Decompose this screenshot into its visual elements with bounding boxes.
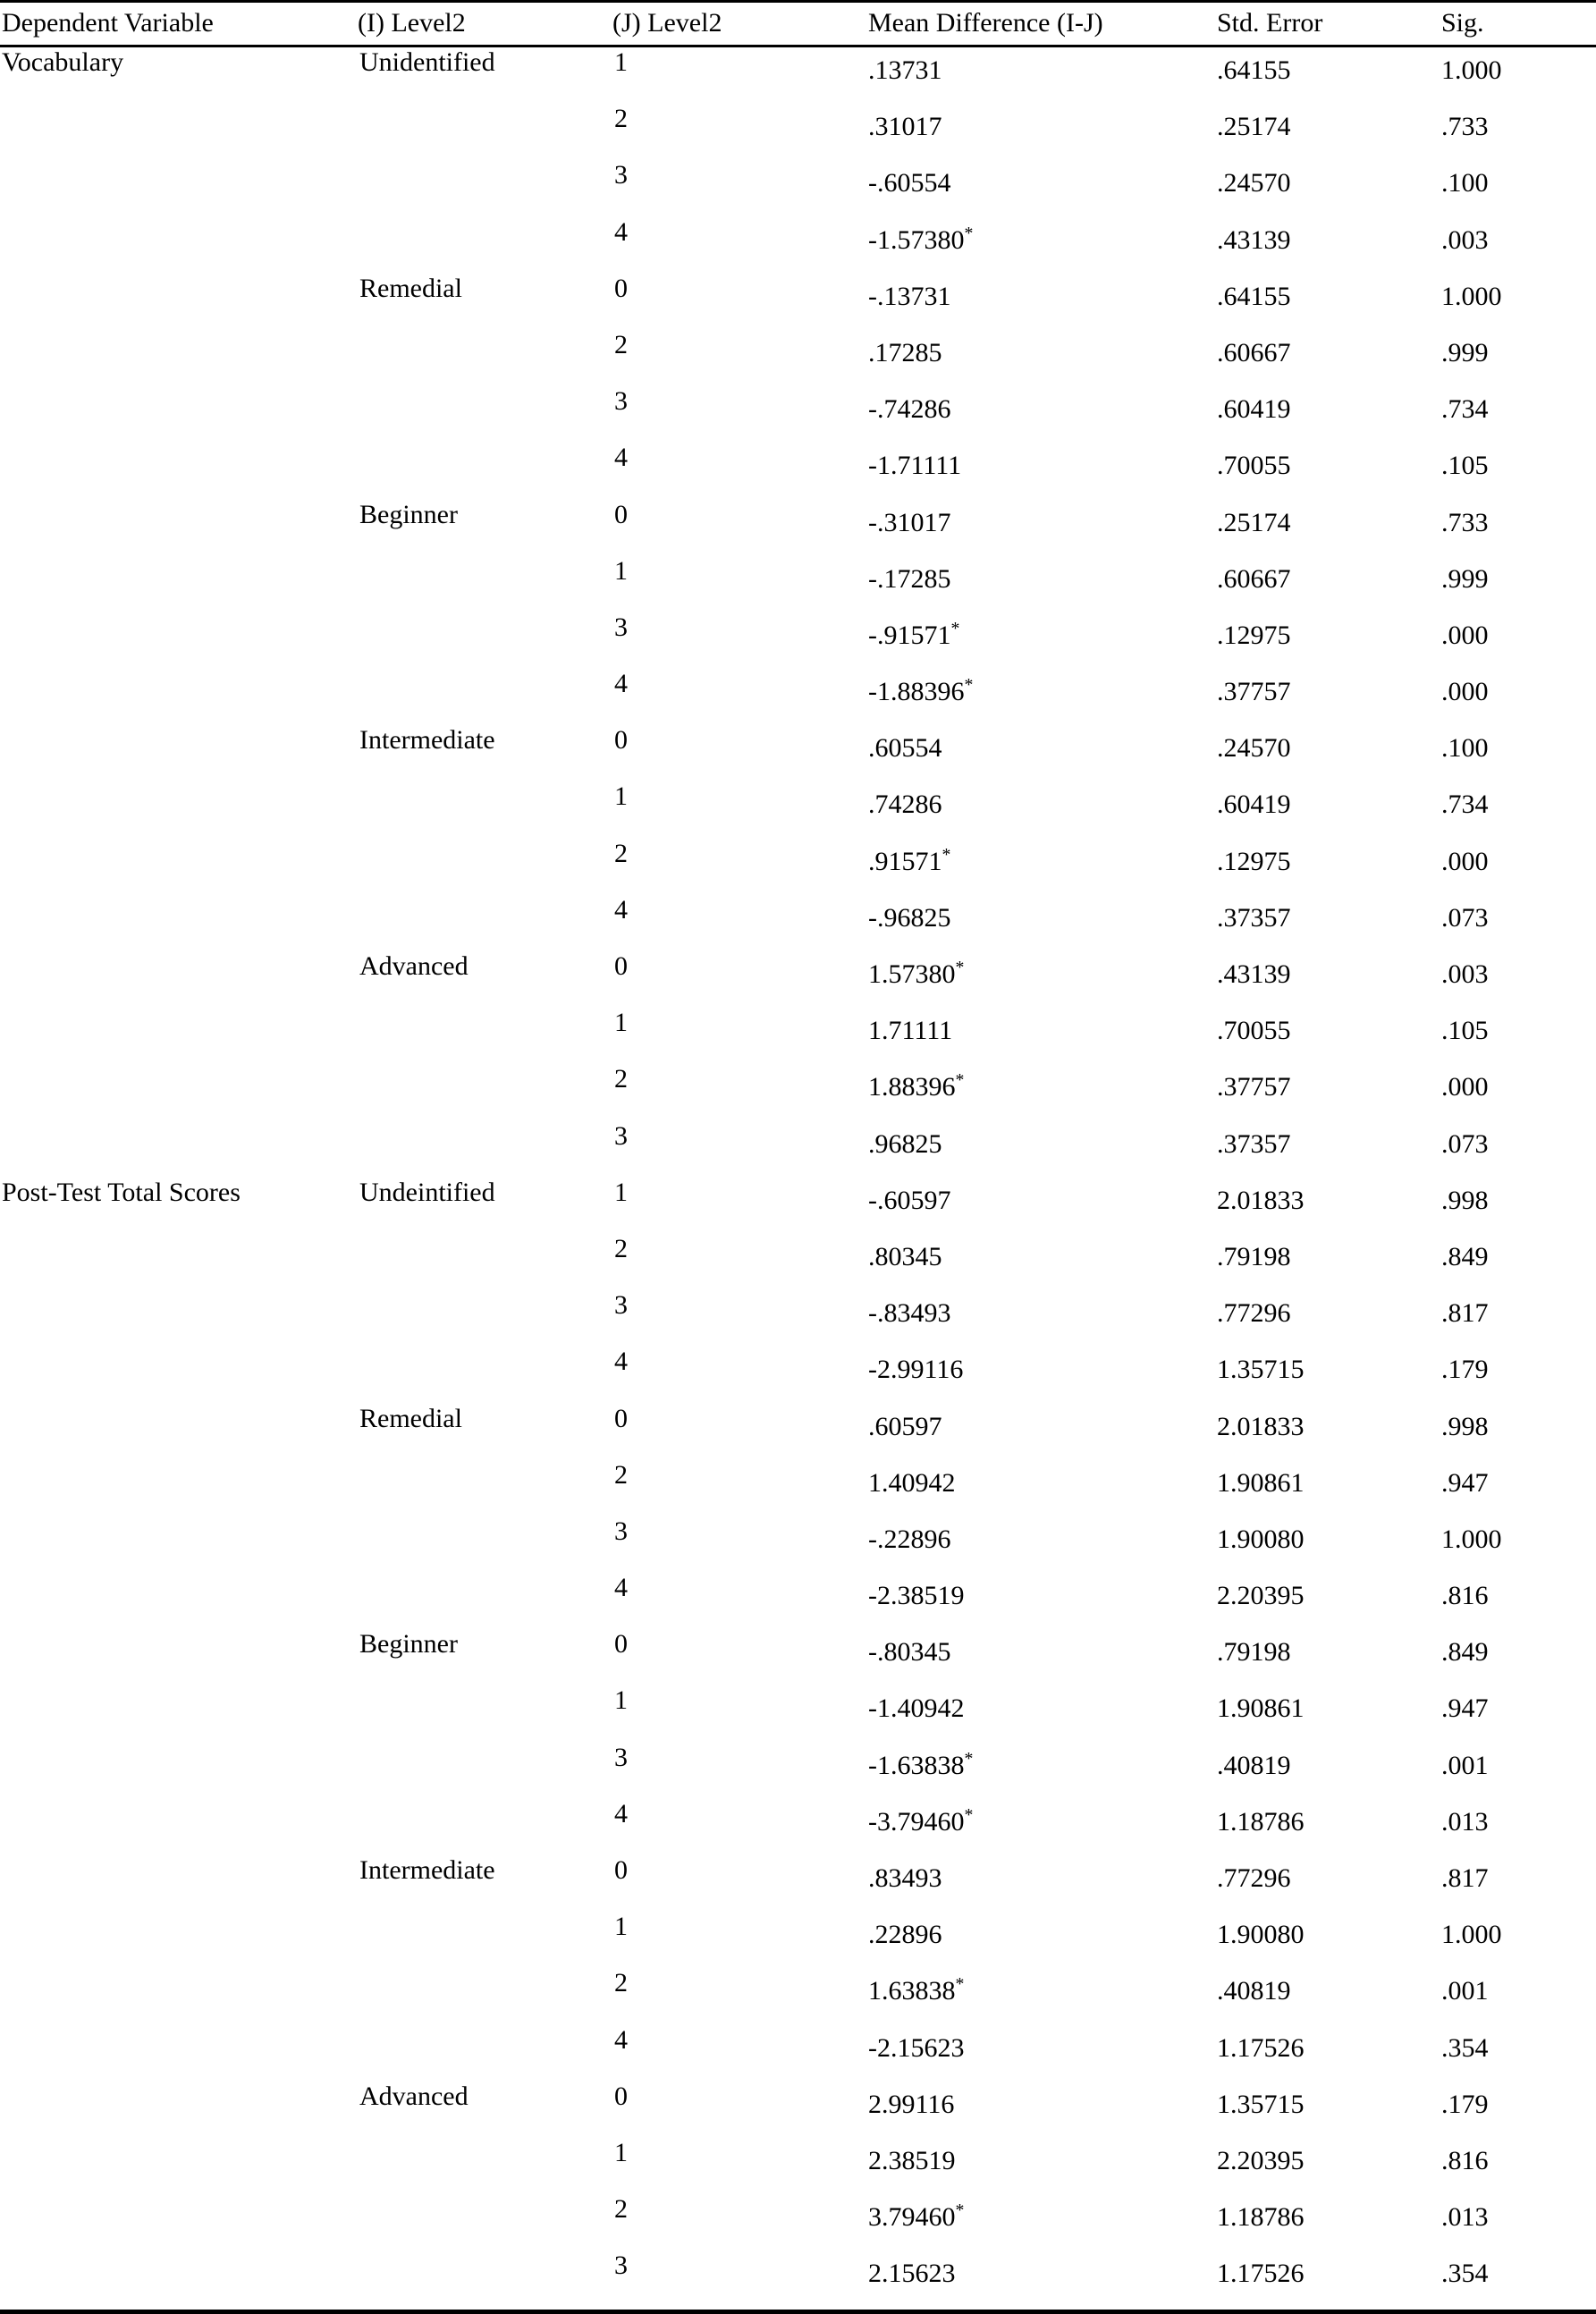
cell-std-error: 2.01833 xyxy=(1217,1411,1305,1441)
significance-asterisk: * xyxy=(955,1974,965,1995)
cell-j-level2: 0 xyxy=(614,951,628,981)
cell-std-error: .60667 xyxy=(1217,337,1291,367)
cell-sig: .073 xyxy=(1441,1128,1489,1159)
cell-i-level2 xyxy=(358,1518,612,1575)
cell-dependent-variable xyxy=(0,1406,358,1462)
cell-i-level2: Advanced xyxy=(359,2081,469,2111)
significance-asterisk: * xyxy=(964,1748,974,1769)
table-row xyxy=(0,1913,1596,1970)
cell-dependent-variable: Vocabulary xyxy=(2,47,124,77)
cell-sig: 1.000 xyxy=(1441,281,1502,311)
table-row xyxy=(0,106,1596,162)
cell-i-level2: Intermediate xyxy=(359,1855,495,1885)
table-row xyxy=(0,897,1596,953)
cell-i-level2 xyxy=(358,219,612,275)
cell-i-level2 xyxy=(358,1066,612,1122)
significance-asterisk: * xyxy=(964,1804,974,1825)
table-row xyxy=(0,1801,1596,1857)
table-row xyxy=(0,46,1596,106)
table-row xyxy=(0,1744,1596,1801)
cell-j-level2: 1 xyxy=(614,1177,628,1207)
cell-std-error: .25174 xyxy=(1217,507,1291,537)
cell-i-level2 xyxy=(358,614,612,671)
cell-j-level2: 3 xyxy=(614,160,628,190)
cell-std-error: .43139 xyxy=(1217,224,1291,255)
cell-j-level2: 4 xyxy=(614,1347,628,1377)
table-row xyxy=(0,1687,1596,1744)
cell-j-level2: 3 xyxy=(612,2252,836,2311)
cell-j-level2: 4 xyxy=(614,216,628,247)
cell-j-level2: 1 xyxy=(614,2137,628,2167)
cell-std-error: 1.35715 xyxy=(1217,1355,1305,1385)
table-row xyxy=(0,1575,1596,1631)
cell-dependent-variable xyxy=(0,1009,358,1066)
cell-sig: .073 xyxy=(1441,902,1489,933)
cell-i-level2: Beginner xyxy=(359,1629,458,1659)
cell-sig: .816 xyxy=(1441,2145,1489,2175)
column-header-mean-difference: Mean Difference (I-J) xyxy=(868,8,1103,38)
table-row xyxy=(0,671,1596,727)
cell-dependent-variable xyxy=(0,162,358,218)
cell-sig: .003 xyxy=(1441,959,1489,989)
table-row xyxy=(0,840,1596,897)
cell-mean-difference: 1.63838* xyxy=(868,1974,965,2006)
cell-i-level2 xyxy=(358,1462,612,1518)
table-row xyxy=(0,558,1596,614)
cell-dependent-variable xyxy=(0,1123,358,1179)
cell-j-level2: 2 xyxy=(614,1968,628,1998)
cell-i-level2 xyxy=(358,444,612,501)
cell-std-error: .64155 xyxy=(1217,55,1291,85)
table-row xyxy=(0,2252,1596,2311)
table-row xyxy=(0,1179,1596,1236)
cell-dependent-variable xyxy=(0,1575,358,1631)
cell-j-level2: 4 xyxy=(614,2024,628,2055)
table-header-row xyxy=(0,2,1596,46)
cell-sig: .998 xyxy=(1441,1411,1489,1441)
cell-mean-difference: .74286 xyxy=(868,790,942,820)
cell-sig: 1.000 xyxy=(1441,55,1502,85)
cell-sig: .000 xyxy=(1441,677,1489,707)
cell-j-level2: 1 xyxy=(614,781,628,812)
cell-std-error: 1.17526 xyxy=(1194,2252,1413,2311)
cell-sig: .179 xyxy=(1441,1355,1489,1385)
cell-dependent-variable xyxy=(0,897,358,953)
cell-sig: .817 xyxy=(1441,1298,1489,1329)
table-row xyxy=(0,1406,1596,1462)
cell-sig: .999 xyxy=(1441,563,1489,594)
cell-i-level2 xyxy=(358,388,612,444)
cell-i-level2 xyxy=(358,1236,612,1292)
cell-mean-difference: .60554 xyxy=(868,733,942,764)
cell-mean-difference: 2.15623 xyxy=(836,2252,1194,2311)
cell-dependent-variable: Post-Test Total Scores xyxy=(2,1177,241,1207)
table-row xyxy=(0,1236,1596,1292)
table-row xyxy=(0,1462,1596,1518)
cell-i-level2: Remedial xyxy=(359,1403,462,1433)
cell-sig: .013 xyxy=(1441,1806,1489,1837)
cell-j-level2: 2 xyxy=(614,1459,628,1490)
cell-i-level2 xyxy=(358,2252,612,2311)
cell-mean-difference: -.83493 xyxy=(868,1298,951,1329)
cell-i-level2: Advanced xyxy=(359,951,469,981)
cell-i-level2 xyxy=(358,1744,612,1801)
cell-mean-difference: 1.71111 xyxy=(868,1016,953,1046)
cell-j-level2: 4 xyxy=(614,443,628,473)
cell-mean-difference: .22896 xyxy=(868,1920,942,1950)
cell-j-level2: 4 xyxy=(614,669,628,699)
cell-j-level2: 2 xyxy=(614,838,628,868)
cell-dependent-variable xyxy=(0,1462,358,1518)
table-row xyxy=(0,388,1596,444)
cell-std-error: .70055 xyxy=(1217,451,1291,481)
cell-j-level2: 2 xyxy=(614,1064,628,1094)
cell-mean-difference: .31017 xyxy=(868,112,942,142)
cell-mean-difference: -.91571* xyxy=(868,618,960,650)
cell-sig: .013 xyxy=(1441,2202,1489,2233)
cell-mean-difference: -2.38519 xyxy=(868,1581,965,1611)
cell-dependent-variable xyxy=(0,444,358,501)
cell-std-error: 2.20395 xyxy=(1217,1581,1305,1611)
cell-sig: .354 xyxy=(1413,2252,1596,2311)
cell-sig: .817 xyxy=(1441,1863,1489,1893)
cell-dependent-variable xyxy=(0,2027,358,2083)
cell-sig: .849 xyxy=(1441,1637,1489,1668)
table-row xyxy=(0,1123,1596,1179)
cell-j-level2: 0 xyxy=(614,1629,628,1659)
cell-j-level2: 2 xyxy=(614,2194,628,2225)
cell-dependent-variable xyxy=(0,2083,358,2140)
cell-dependent-variable xyxy=(0,1744,358,1801)
cell-i-level2 xyxy=(358,897,612,953)
cell-j-level2: 3 xyxy=(614,1516,628,1546)
table-header xyxy=(0,2,1596,46)
cell-std-error: .12975 xyxy=(1217,620,1291,650)
cell-dependent-variable xyxy=(0,727,358,783)
cell-mean-difference: .96825 xyxy=(868,1128,942,1159)
cell-mean-difference: -2.15623 xyxy=(868,2032,965,2063)
cell-dependent-variable xyxy=(0,1970,358,2026)
cell-mean-difference: 2.99116 xyxy=(868,2089,955,2119)
cell-dependent-variable xyxy=(0,1066,358,1122)
cell-sig: .816 xyxy=(1441,1581,1489,1611)
column-header-j-level2: (J) Level2 xyxy=(612,8,722,38)
cell-sig: .001 xyxy=(1441,1976,1489,2006)
cell-mean-difference: 1.40942 xyxy=(868,1467,956,1498)
cell-std-error: .64155 xyxy=(1217,281,1291,311)
cell-std-error: 2.20395 xyxy=(1217,2145,1305,2175)
cell-std-error: 1.90080 xyxy=(1217,1920,1305,1950)
cell-sig: .947 xyxy=(1441,1467,1489,1498)
significance-asterisk: * xyxy=(955,2200,965,2221)
table-row xyxy=(0,783,1596,840)
cell-mean-difference: -1.40942 xyxy=(868,1693,965,1724)
cell-sig: .003 xyxy=(1441,224,1489,255)
cell-dependent-variable xyxy=(0,106,358,162)
cell-j-level2: 2 xyxy=(614,104,628,134)
cell-dependent-variable xyxy=(0,1801,358,1857)
table-row xyxy=(0,1348,1596,1405)
cell-i-level2 xyxy=(358,1292,612,1348)
cell-std-error: 1.17526 xyxy=(1217,2032,1305,2063)
cell-std-error: .37757 xyxy=(1217,677,1291,707)
cell-j-level2: 3 xyxy=(614,1120,628,1151)
cell-std-error: .79198 xyxy=(1217,1637,1291,1668)
cell-i-level2: Remedial xyxy=(359,273,462,303)
cell-dependent-variable xyxy=(0,1913,358,1970)
cell-dependent-variable xyxy=(0,614,358,671)
cell-sig: .001 xyxy=(1441,1750,1489,1780)
significance-asterisk: * xyxy=(950,618,960,638)
cell-dependent-variable xyxy=(0,2140,358,2196)
cell-dependent-variable xyxy=(0,840,358,897)
cell-sig: .998 xyxy=(1441,1185,1489,1215)
cell-mean-difference: .80345 xyxy=(868,1241,942,1271)
cell-dependent-variable xyxy=(0,2252,358,2311)
cell-j-level2: 4 xyxy=(614,1573,628,1603)
cell-mean-difference: -.74286 xyxy=(868,394,951,425)
significance-asterisk: * xyxy=(955,1070,965,1091)
cell-std-error: 1.18786 xyxy=(1217,1806,1305,1837)
table-row xyxy=(0,1292,1596,1348)
cell-sig: .100 xyxy=(1441,733,1489,764)
table-row xyxy=(0,275,1596,332)
cell-mean-difference: .83493 xyxy=(868,1863,942,1893)
cell-dependent-variable xyxy=(0,502,358,558)
cell-mean-difference: -.96825 xyxy=(868,902,951,933)
cell-j-level2: 2 xyxy=(614,329,628,359)
cell-mean-difference: -.80345 xyxy=(868,1637,951,1668)
cell-dependent-variable xyxy=(0,1857,358,1913)
cell-sig: 1.000 xyxy=(1441,1920,1502,1950)
cell-i-level2 xyxy=(358,671,612,727)
cell-std-error: .37357 xyxy=(1217,902,1291,933)
cell-std-error: 1.18786 xyxy=(1217,2202,1305,2233)
cell-i-level2 xyxy=(358,558,612,614)
cell-mean-difference: .17285 xyxy=(868,337,942,367)
cell-mean-difference: .13731 xyxy=(868,55,942,85)
cell-sig: .849 xyxy=(1441,1241,1489,1271)
table-row xyxy=(0,2027,1596,2083)
cell-i-level2 xyxy=(358,1009,612,1066)
cell-i-level2 xyxy=(358,1348,612,1405)
cell-dependent-variable xyxy=(0,2196,358,2252)
cell-j-level2: 0 xyxy=(614,1855,628,1885)
cell-i-level2 xyxy=(358,2196,612,2252)
cell-std-error: .37357 xyxy=(1217,1128,1291,1159)
cell-dependent-variable xyxy=(0,558,358,614)
cell-dependent-variable xyxy=(0,275,358,332)
cell-mean-difference: .91571* xyxy=(868,844,951,876)
cell-std-error: .60419 xyxy=(1217,394,1291,425)
cell-i-level2 xyxy=(358,2027,612,2083)
cell-j-level2: 3 xyxy=(614,1742,628,1772)
cell-std-error: 1.35715 xyxy=(1217,2089,1305,2119)
cell-j-level2: 2 xyxy=(614,1233,628,1263)
cell-sig: .947 xyxy=(1441,1693,1489,1724)
cell-mean-difference: -1.63838* xyxy=(868,1748,974,1780)
significance-asterisk: * xyxy=(964,675,974,696)
cell-mean-difference: -.60597 xyxy=(868,1185,951,1215)
cell-std-error: .24570 xyxy=(1217,733,1291,764)
table-row xyxy=(0,1970,1596,2026)
cell-mean-difference: -.60554 xyxy=(868,168,951,198)
table-row xyxy=(0,444,1596,501)
cell-std-error: 1.90861 xyxy=(1217,1693,1305,1724)
cell-j-level2: 0 xyxy=(614,499,628,529)
table-row xyxy=(0,2083,1596,2140)
cell-dependent-variable xyxy=(0,1292,358,1348)
cell-i-level2 xyxy=(358,1687,612,1744)
cell-std-error: .24570 xyxy=(1217,168,1291,198)
table-row xyxy=(0,502,1596,558)
cell-sig: .179 xyxy=(1441,2089,1489,2119)
cell-dependent-variable xyxy=(0,388,358,444)
cell-i-level2 xyxy=(358,1913,612,1970)
cell-sig: .000 xyxy=(1441,846,1489,876)
cell-mean-difference: 1.88396* xyxy=(868,1070,965,1102)
cell-sig: 1.000 xyxy=(1441,1524,1502,1554)
cell-sig: .734 xyxy=(1441,394,1489,425)
cell-dependent-variable xyxy=(0,953,358,1009)
cell-sig: .354 xyxy=(1441,2032,1489,2063)
cell-mean-difference: -1.71111 xyxy=(868,451,962,481)
significance-asterisk: * xyxy=(955,958,965,977)
cell-i-level2 xyxy=(358,2140,612,2196)
cell-mean-difference: -2.99116 xyxy=(868,1355,964,1385)
cell-sig: .000 xyxy=(1441,620,1489,650)
cell-sig: .105 xyxy=(1441,1016,1489,1046)
cell-j-level2: 1 xyxy=(614,1912,628,1942)
significance-asterisk: * xyxy=(964,223,974,243)
cell-mean-difference: 2.38519 xyxy=(868,2145,956,2175)
cell-mean-difference: 3.79460* xyxy=(868,2200,965,2233)
cell-sig: .000 xyxy=(1441,1072,1489,1102)
cell-std-error: .25174 xyxy=(1217,112,1291,142)
cell-mean-difference: 1.57380* xyxy=(868,958,965,989)
cell-std-error: .60419 xyxy=(1217,790,1291,820)
cell-j-level2: 1 xyxy=(614,1685,628,1716)
cell-mean-difference: -3.79460* xyxy=(868,1804,974,1837)
cell-mean-difference: -.31017 xyxy=(868,507,951,537)
cell-std-error: 1.90861 xyxy=(1217,1467,1305,1498)
cell-j-level2: 1 xyxy=(614,47,628,77)
cell-sig: .105 xyxy=(1441,451,1489,481)
cell-i-level2 xyxy=(358,1575,612,1631)
cell-j-level2: 3 xyxy=(614,1290,628,1321)
cell-dependent-variable xyxy=(0,1631,358,1687)
cell-j-level2: 0 xyxy=(614,2081,628,2111)
cell-mean-difference: -1.88396* xyxy=(868,675,974,707)
cell-std-error: .12975 xyxy=(1217,846,1291,876)
cell-i-level2 xyxy=(358,162,612,218)
cell-j-level2: 0 xyxy=(614,1403,628,1433)
table-row xyxy=(0,332,1596,388)
cell-dependent-variable xyxy=(0,1687,358,1744)
cell-sig: .999 xyxy=(1441,337,1489,367)
column-header-std-error: Std. Error xyxy=(1217,8,1323,38)
cell-mean-difference: .60597 xyxy=(868,1411,942,1441)
cell-dependent-variable xyxy=(0,783,358,840)
table-row xyxy=(0,219,1596,275)
cell-i-level2 xyxy=(358,783,612,840)
table-row xyxy=(0,1066,1596,1122)
cell-sig: .733 xyxy=(1441,112,1489,142)
cell-std-error: .77296 xyxy=(1217,1863,1291,1893)
table-row xyxy=(0,1631,1596,1687)
cell-dependent-variable xyxy=(0,671,358,727)
cell-i-level2 xyxy=(358,106,612,162)
cell-dependent-variable xyxy=(0,332,358,388)
cell-std-error: .77296 xyxy=(1217,1298,1291,1329)
table-row xyxy=(0,1857,1596,1913)
cell-std-error: .60667 xyxy=(1217,563,1291,594)
cell-std-error: .43139 xyxy=(1217,959,1291,989)
column-header-i-level2: (I) Level2 xyxy=(358,8,466,38)
table-row xyxy=(0,2196,1596,2252)
cell-i-level2 xyxy=(358,332,612,388)
table-body xyxy=(0,46,1596,2312)
cell-dependent-variable xyxy=(0,1348,358,1405)
table-row xyxy=(0,1518,1596,1575)
cell-j-level2: 3 xyxy=(614,386,628,417)
cell-i-level2: Intermediate xyxy=(359,725,495,756)
cell-j-level2: 0 xyxy=(614,273,628,303)
cell-j-level2: 1 xyxy=(614,555,628,586)
cell-std-error: 1.90080 xyxy=(1217,1524,1305,1554)
cell-std-error: .70055 xyxy=(1217,1016,1291,1046)
table-row xyxy=(0,1009,1596,1066)
cell-i-level2 xyxy=(358,1801,612,1857)
cell-dependent-variable xyxy=(0,1236,358,1292)
table-row xyxy=(0,953,1596,1009)
cell-std-error: .40819 xyxy=(1217,1976,1291,2006)
cell-i-level2: Undeintified xyxy=(359,1177,495,1207)
cell-j-level2: 0 xyxy=(614,725,628,756)
cell-j-level2: 4 xyxy=(614,894,628,925)
cell-sig: .734 xyxy=(1441,790,1489,820)
cell-i-level2 xyxy=(358,1123,612,1179)
column-header-sig: Sig. xyxy=(1441,8,1484,38)
cell-j-level2: 4 xyxy=(614,1798,628,1828)
table-row xyxy=(0,162,1596,218)
cell-dependent-variable xyxy=(0,1518,358,1575)
cell-i-level2: Beginner xyxy=(359,499,458,529)
cell-std-error: .79198 xyxy=(1217,1241,1291,1271)
column-header-dependent-variable: Dependent Variable xyxy=(2,8,214,38)
cell-mean-difference: -.22896 xyxy=(868,1524,951,1554)
cell-j-level2: 3 xyxy=(614,612,628,642)
table-row xyxy=(0,614,1596,671)
cell-dependent-variable xyxy=(0,219,358,275)
cell-i-level2: Unidentified xyxy=(359,47,495,77)
cell-sig: .733 xyxy=(1441,507,1489,537)
cell-mean-difference: -.13731 xyxy=(868,281,951,311)
table-row xyxy=(0,727,1596,783)
significance-asterisk: * xyxy=(942,844,951,865)
cell-sig: .100 xyxy=(1441,168,1489,198)
cell-mean-difference: -1.57380* xyxy=(868,223,974,255)
cell-j-level2: 1 xyxy=(614,1008,628,1038)
table-row xyxy=(0,2140,1596,2196)
cell-i-level2 xyxy=(358,840,612,897)
cell-std-error: 2.01833 xyxy=(1217,1185,1305,1215)
cell-std-error: .40819 xyxy=(1217,1750,1291,1780)
cell-i-level2 xyxy=(358,1970,612,2026)
cell-std-error: .37757 xyxy=(1217,1072,1291,1102)
cell-mean-difference: -.17285 xyxy=(868,563,951,594)
